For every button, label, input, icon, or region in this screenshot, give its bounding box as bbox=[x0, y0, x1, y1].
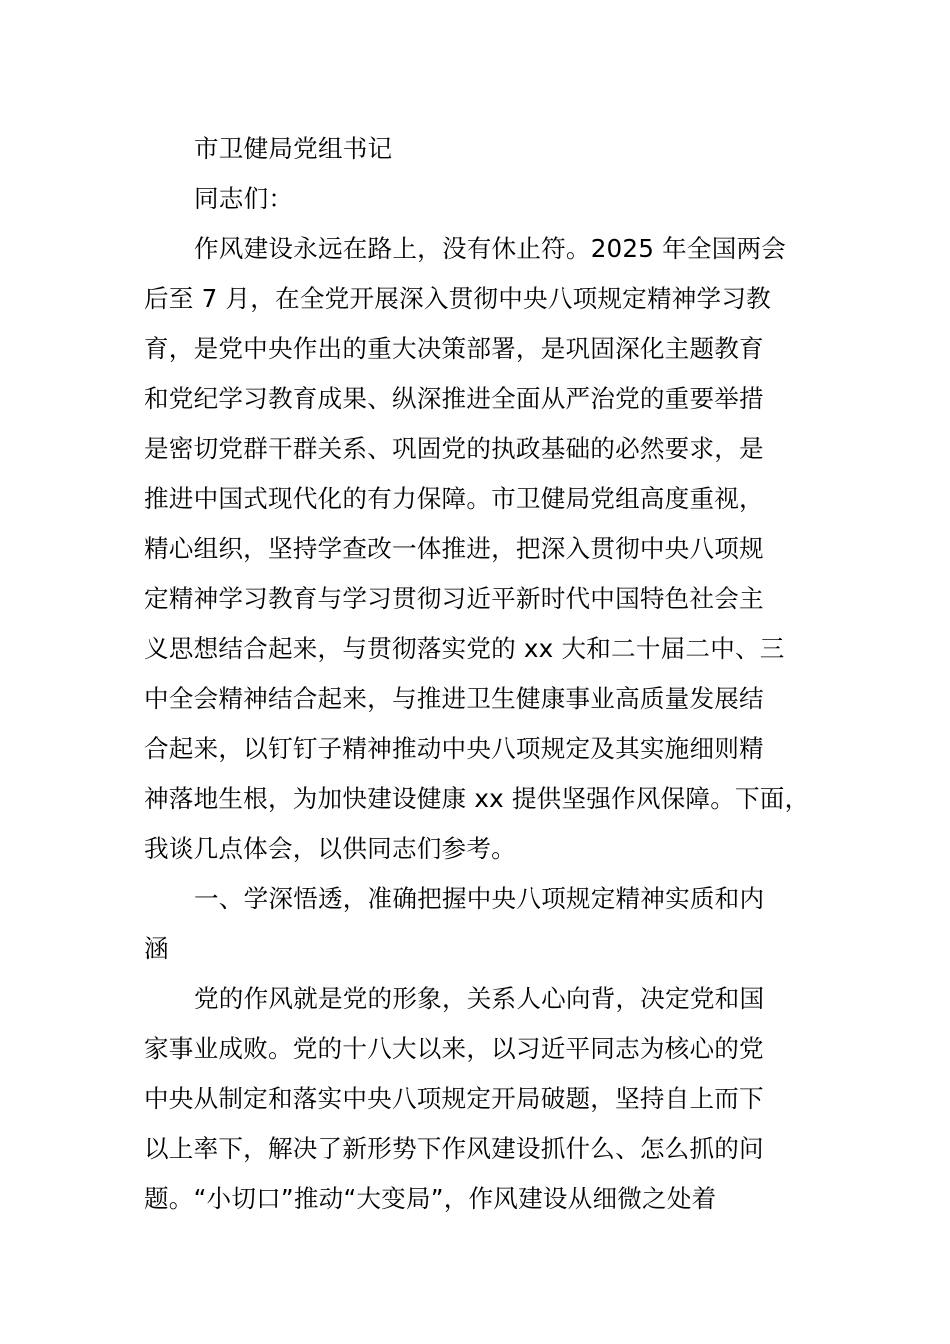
paragraph-line: 家事业成败。党的十八大以来，以习近平同志为核心的党 bbox=[144, 1034, 764, 1063]
salutation: 同志们： bbox=[194, 184, 294, 213]
paragraph-line: 定精神学习教育与学习贯彻习近平新时代中国特色社会主 bbox=[144, 584, 764, 613]
paragraph-line: 精心组织，坚持学查改一体推进，把深入贯彻中央八项规 bbox=[144, 534, 764, 563]
paragraph-line: 题。“小切口”推动“大变局”，作风建设从细微之处着 bbox=[144, 1184, 717, 1213]
paragraph-line: 中全会精神结合起来，与推进卫生健康事业高质量发展结 bbox=[144, 684, 764, 713]
paragraph-line: 党的作风就是党的形象，关系人心向背，决定党和国 bbox=[194, 984, 765, 1013]
paragraph-line: 义思想结合起来，与贯彻落实党的 xx 大和二十届二中、三 bbox=[144, 634, 785, 663]
author-title: 市卫健局党组书记 bbox=[194, 134, 393, 163]
paragraph-line: 中央从制定和落实中央八项规定开局破题，坚持自上而下 bbox=[144, 1084, 764, 1113]
paragraph-line: 神落地生根，为加快建设健康 xx 提供坚强作风保障。下面， bbox=[144, 784, 810, 813]
paragraph-line: 育，是党中央作出的重大决策部署，是巩固深化主题教育 bbox=[144, 334, 764, 363]
paragraph-line: 合起来，以钉钉子精神推动中央八项规定及其实施细则精 bbox=[144, 734, 764, 763]
paragraph-line: 是密切党群干群关系、巩固党的执政基础的必然要求，是 bbox=[144, 434, 764, 463]
document-body bbox=[144, 124, 809, 1224]
paragraph-line: 后至 7 月，在全党开展深入贯彻中央八项规定精神学习教 bbox=[144, 284, 771, 313]
paragraph-line: 我谈几点体会，以供同志们参考。 bbox=[144, 834, 516, 863]
section-heading-continuation: 涵 bbox=[144, 934, 169, 963]
paragraph-line: 以上率下，解决了新形势下作风建设抓什么、怎么抓的问 bbox=[144, 1134, 764, 1163]
paragraph-line: 作风建设永远在路上，没有休止符。2025 年全国两会 bbox=[194, 234, 787, 263]
section-heading: 一、学深悟透，准确把握中央八项规定精神实质和内 bbox=[194, 884, 765, 913]
paragraph-line: 推进中国式现代化的有力保障。市卫健局党组高度重视， bbox=[144, 484, 764, 513]
paragraph-line: 和党纪学习教育成果、纵深推进全面从严治党的重要举措 bbox=[144, 384, 764, 413]
